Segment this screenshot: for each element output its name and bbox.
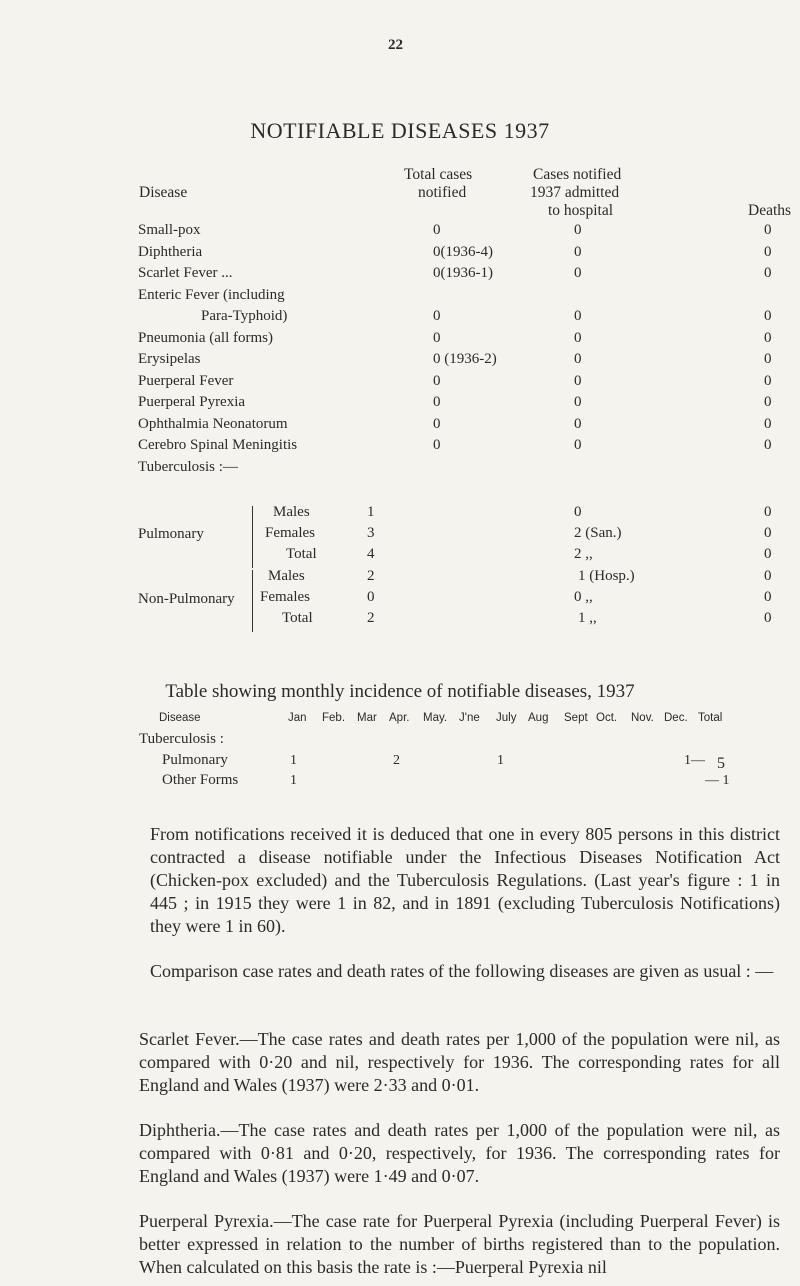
hospital-cell: 0 xyxy=(574,415,582,432)
header-disease: Disease xyxy=(139,184,188,201)
hospital-cell: 0 xyxy=(574,351,582,367)
total-cell: 0 xyxy=(433,394,441,410)
column-header: Nov. xyxy=(631,712,654,724)
row-label-other-forms: Other Forms xyxy=(162,772,239,788)
header-total-line2: notified xyxy=(418,184,467,201)
paragraph-notifications xyxy=(150,823,780,938)
deaths-cell: 0 xyxy=(764,568,772,584)
total-cell: 0 xyxy=(367,589,375,605)
paragraph-text: Diphtheria.—The case rates and death rates per 1,000 of the population were nil, as compared with 0·81 and 0·20, respectively, for 1936. The corresponding rates for England and Wales (1937) were 1·49 and 0·07. xyxy=(139,1120,780,1186)
disease-name: Tuberculosis :— xyxy=(138,458,238,475)
header-deaths: Deaths xyxy=(748,202,792,219)
cell-aug: 1 xyxy=(497,753,504,768)
cell-total: 5 xyxy=(717,755,725,772)
disease-name: Diphtheria xyxy=(138,243,203,260)
tuberculosis-breakdown xyxy=(138,504,798,654)
hospital-cell: 0 xyxy=(574,243,582,260)
hospital-cell: 0 xyxy=(574,504,582,520)
hospital-cell: 0 ,, xyxy=(574,589,593,605)
column-header: Aug xyxy=(528,712,549,724)
paragraph-text: Comparison case rates and death rates of the following diseases are given as usual : — xyxy=(150,961,774,981)
hospital-cell: 1 (Hosp.) xyxy=(578,568,635,584)
cell-jan: 1 xyxy=(290,753,297,768)
total-cell: 0 xyxy=(433,222,441,238)
pulmonary-label: Pulmonary xyxy=(138,526,204,542)
paragraph-text: Scarlet Fever.—The case rates and death rates per 1,000 of the population were nil, as compared with 0·20 and nil, respectively for 1936. The corresponding rates for all England and Wales (1937) were 2·33 and 0·01. xyxy=(139,1029,780,1095)
sex-label: Males xyxy=(273,504,310,520)
hospital-cell: 2 (San.) xyxy=(574,525,622,541)
total-cell: 0 xyxy=(433,437,441,453)
deaths-cell: 0 xyxy=(764,351,772,367)
total-cell: 3 xyxy=(367,525,375,541)
hospital-cell: 0 xyxy=(574,265,582,281)
sex-label: Total xyxy=(282,610,313,626)
deaths-cell: 0 xyxy=(764,308,772,324)
total-cell: 4 xyxy=(367,546,375,562)
column-header: Jan xyxy=(288,712,307,724)
monthly-incidence-table xyxy=(0,712,800,802)
hospital-cell: 0 xyxy=(574,394,582,410)
hospital-cell: 1 ,, xyxy=(578,610,597,626)
sex-label: Males xyxy=(268,568,305,584)
group-label: Tuberculosis : xyxy=(139,731,224,747)
cell-jan: 1 xyxy=(290,773,297,788)
hospital-cell: 0 xyxy=(574,372,582,389)
cell-dec: 1— xyxy=(684,753,705,768)
paragraph-scarlet-fever xyxy=(139,1028,780,1097)
deaths-cell: 0 xyxy=(764,437,772,453)
paragraph-text: From notifications received it is deduced that one in every 805 persons in this district contracted a disease notifiable under the Infectious Diseases Notification Act (Chicken-pox excluded) and the Tuberculosis Regulations. (Last year's figure : 1 in 445 ; in 1915 they were 1 in 82, and in 1891 (excluding Tuberculosis Notifications) they were 1 in 60). xyxy=(150,824,780,936)
disease-name: Enteric Fever (including xyxy=(138,286,285,303)
hospital-cell: 0 xyxy=(574,329,582,346)
hospital-cell: 0 xyxy=(574,222,582,238)
disease-name: Cerebro Spinal Meningitis xyxy=(138,437,298,453)
total-cell: 0 xyxy=(433,329,441,346)
paragraph-text: Puerperal Pyrexia.—The case rate for Puerperal Pyrexia (including Puerperal Fever) is better expressed in relation to the number of births registered than to the population. When calculated on this basis the rate is :—Puerperal Pyrexia nil xyxy=(139,1211,780,1277)
deaths-cell: 0 xyxy=(764,525,772,541)
deaths-cell: 0 xyxy=(764,329,772,346)
sex-label: Females xyxy=(260,589,310,605)
header-hospital-line3: to hospital xyxy=(548,202,614,219)
monthly-table-title: Table showing monthly incidence of notifiable diseases, 1937 xyxy=(165,681,635,702)
total-cell: 0 (1936-2) xyxy=(433,351,497,367)
page-title: NOTIFIABLE DISEASES 1937 xyxy=(250,118,550,143)
column-header: Feb. xyxy=(322,712,346,724)
disease-name: Erysipelas xyxy=(138,351,201,367)
column-header: July xyxy=(496,712,517,724)
column-header: Disease xyxy=(159,712,201,724)
deaths-cell: 0 xyxy=(764,504,772,520)
deaths-cell: 0 xyxy=(764,394,772,410)
row-label-pulmonary: Pulmonary xyxy=(162,752,228,768)
disease-name: Puerperal Pyrexia xyxy=(138,394,246,410)
hospital-cell: 2 ,, xyxy=(574,546,593,562)
header-total-line1: Total cases xyxy=(404,166,473,183)
column-header: Apr. xyxy=(389,712,410,724)
paragraph-comparison xyxy=(150,960,780,983)
non-pulmonary-brace xyxy=(252,570,253,632)
deaths-cell: 0 xyxy=(764,243,772,260)
total-cell: 0(1936-1) xyxy=(433,265,493,281)
header-hospital-line1: Cases notified xyxy=(533,166,622,183)
cell-may: 2 xyxy=(393,753,400,768)
column-header: May. xyxy=(423,712,448,724)
paragraph-diphtheria xyxy=(139,1119,780,1188)
disease-name: Ophthalmia Neonatorum xyxy=(138,415,288,432)
sex-label: Total xyxy=(286,546,317,562)
disease-name: Puerperal Fever xyxy=(138,372,234,389)
deaths-cell: 0 xyxy=(764,610,772,626)
disease-name: Scarlet Fever ... xyxy=(138,265,233,281)
hospital-cell: 0 xyxy=(574,437,582,453)
deaths-cell: 0 xyxy=(764,589,772,605)
column-header: Total xyxy=(698,712,723,724)
total-cell: 0 xyxy=(433,372,441,389)
total-cell: 0(1936-4) xyxy=(433,243,493,260)
sex-label: Females xyxy=(265,525,315,541)
non-pulmonary-label: Non-Pulmonary xyxy=(138,591,235,607)
cell-total: — 1 xyxy=(705,773,730,788)
disease-name: Para-Typhoid) xyxy=(201,308,288,324)
total-cell: 0 xyxy=(433,308,441,324)
total-cell: 0 xyxy=(433,415,441,432)
column-header: Oct. xyxy=(596,712,618,724)
pulmonary-brace xyxy=(252,506,253,568)
total-cell: 2 xyxy=(367,610,375,626)
page-number: 22 xyxy=(388,37,403,53)
deaths-cell: 0 xyxy=(764,222,772,238)
column-header: Dec. xyxy=(664,712,688,724)
deaths-cell: 0 xyxy=(764,415,772,432)
header-hospital-line2: 1937 admitted xyxy=(530,184,620,201)
disease-name: Small-pox xyxy=(138,222,201,238)
deaths-cell: 0 xyxy=(764,265,772,281)
column-header: J'ne xyxy=(459,712,480,724)
column-header: Sept xyxy=(564,712,588,724)
column-header: Mar xyxy=(357,712,377,724)
total-cell: 1 xyxy=(367,504,375,520)
disease-name: Pneumonia (all forms) xyxy=(138,329,273,346)
paragraph-puerperal-pyrexia xyxy=(139,1210,780,1279)
deaths-cell: 0 xyxy=(764,372,772,389)
deaths-cell: 0 xyxy=(764,546,772,562)
hospital-cell: 0 xyxy=(574,308,582,324)
total-cell: 2 xyxy=(367,568,375,584)
